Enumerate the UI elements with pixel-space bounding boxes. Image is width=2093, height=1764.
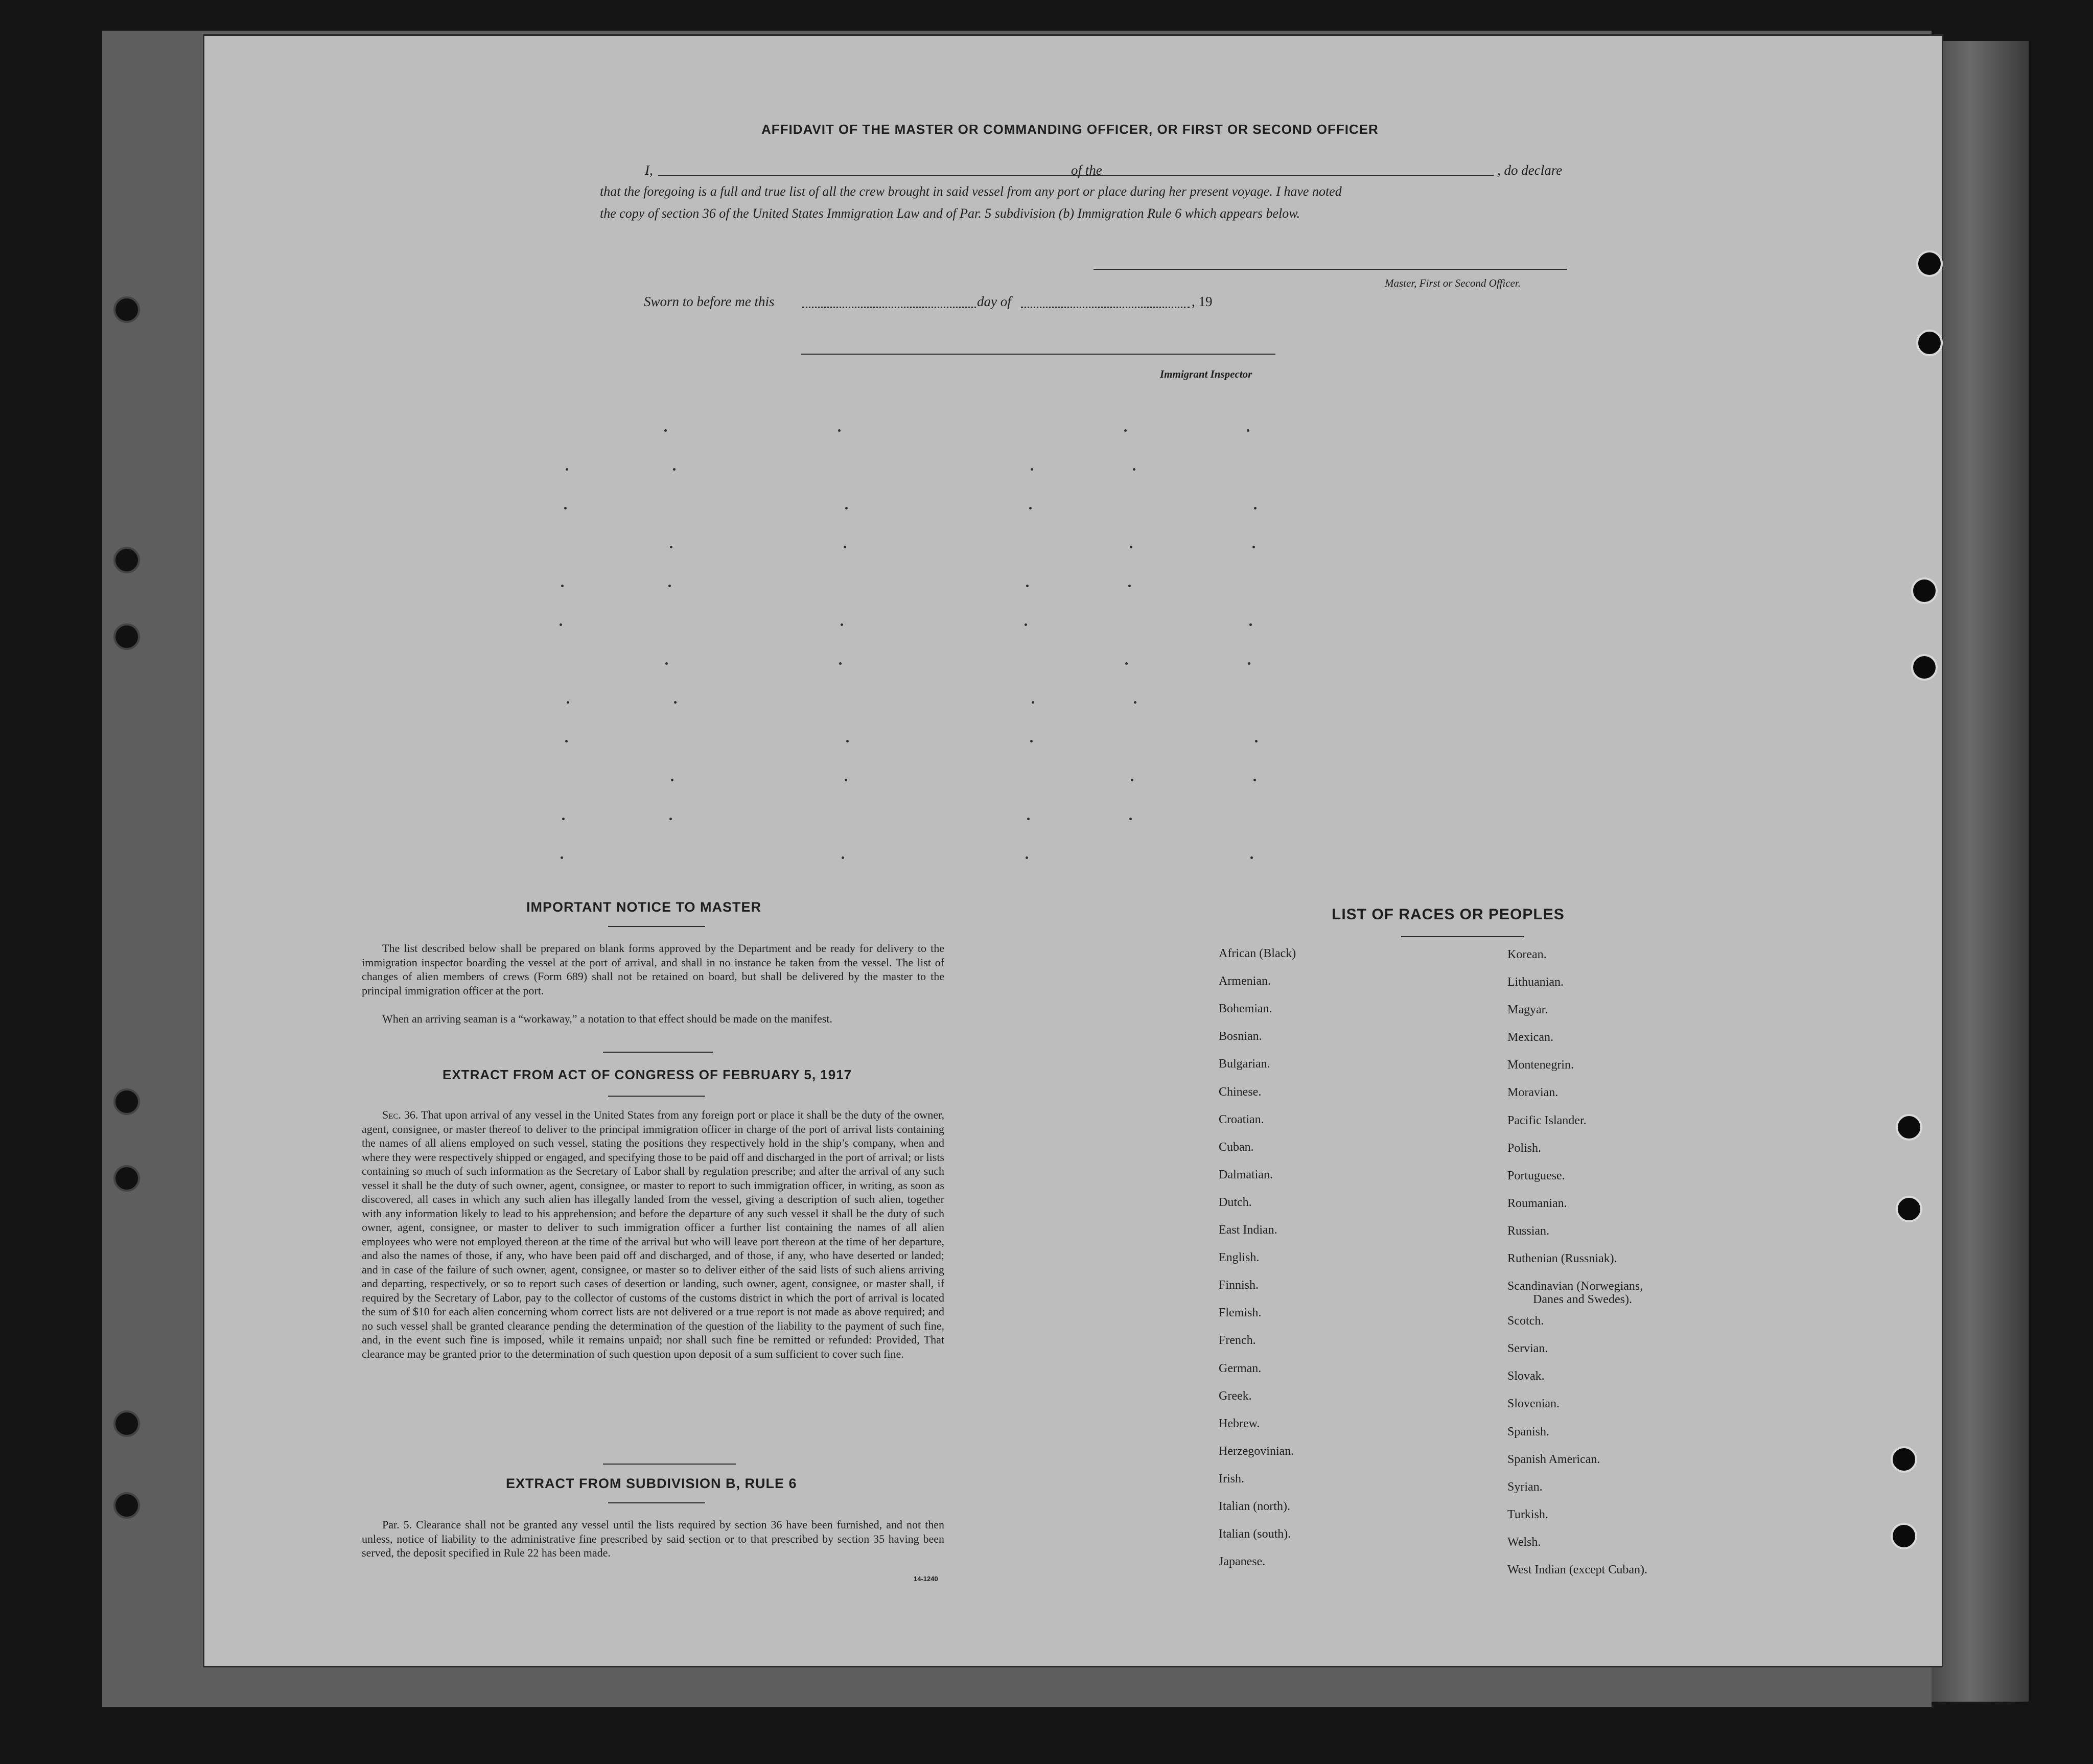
print-dot	[1253, 779, 1256, 781]
print-dot	[1128, 585, 1131, 587]
print-dot	[566, 468, 568, 471]
race-item: Scandinavian (Norwegians,	[1507, 1280, 1643, 1293]
print-dot	[1029, 507, 1032, 509]
race-item: Croatian.	[1219, 1113, 1264, 1126]
race-item: French.	[1219, 1334, 1256, 1347]
notice-paragraph-1: The list described below shall be prepared on blank forms approved by the Department and be ready for delivery to the immigration inspector boarding the vessel at the port of arrival, and shall in no instance be taken from the vessel. The list of changes of alien members of crews (Form 689) shall not be retained on board, but shall be delivered by the master to the principal immigration officer at the port.	[362, 942, 944, 997]
race-item: Cuban.	[1219, 1141, 1254, 1154]
race-item: Polish.	[1507, 1142, 1542, 1155]
print-dot	[1255, 740, 1258, 742]
print-dot	[671, 779, 673, 781]
print-dot	[1124, 429, 1127, 432]
races-title-rule	[1401, 936, 1524, 937]
binding-hole	[1891, 1446, 1917, 1473]
print-dot	[670, 546, 672, 548]
print-dot	[1247, 429, 1249, 432]
race-item: Finnish.	[1219, 1279, 1259, 1292]
form-page	[204, 36, 1942, 1666]
race-item: Moravian.	[1507, 1086, 1559, 1099]
race-item: Servian.	[1507, 1342, 1548, 1355]
print-dot	[1252, 546, 1255, 548]
notice-title: IMPORTANT NOTICE TO MASTER	[526, 899, 761, 915]
section-label: Sec. 36.	[382, 1108, 418, 1121]
notice-paragraph-2: When an arriving seaman is a “workaway,” a notation to that effect should be made on the manifest.	[382, 1012, 832, 1025]
race-item: Danes and Swedes).	[1533, 1293, 1632, 1306]
print-dot	[674, 701, 677, 704]
print-dot	[1250, 856, 1253, 859]
race-item: Italian (north).	[1219, 1500, 1290, 1513]
print-dot	[1026, 585, 1029, 587]
sworn-month-field[interactable]	[1021, 307, 1190, 308]
congress-extract-title: EXTRACT FROM ACT OF CONGRESS OF FEBRUARY 5, 1917	[443, 1067, 852, 1082]
print-dot	[1026, 856, 1028, 859]
print-dot	[560, 623, 562, 626]
race-item: Chinese.	[1219, 1085, 1262, 1099]
race-item: Syrian.	[1507, 1480, 1543, 1494]
race-item: East Indian.	[1219, 1223, 1277, 1237]
race-item: Turkish.	[1507, 1508, 1548, 1521]
affidavit-line-3: the copy of section 36 of the United States Immigration Law and of Par. 5 subdivision (b) Immigration Rule 6 which appears below.	[600, 206, 1300, 221]
binding-hole	[113, 296, 140, 323]
form-number: 14-1240	[914, 1575, 938, 1583]
affidavit-declare-label: , do declare	[1497, 163, 1563, 178]
race-item: Japanese.	[1219, 1555, 1266, 1568]
print-dot	[1248, 662, 1250, 665]
race-item: Bosnian.	[1219, 1030, 1262, 1043]
race-item: Lithuanian.	[1507, 976, 1564, 989]
year-label: , 19	[1192, 294, 1213, 309]
affidavit-of-the-label: of the	[1071, 163, 1102, 178]
print-dot	[845, 779, 847, 781]
print-dot	[1129, 818, 1132, 820]
print-dot	[665, 662, 668, 665]
print-dot	[669, 818, 672, 820]
binding-hole	[1891, 1523, 1917, 1549]
print-dot	[841, 623, 843, 626]
print-dot	[844, 546, 846, 548]
race-item: Korean.	[1507, 948, 1547, 961]
race-item: Ruthenian (Russniak).	[1507, 1252, 1617, 1265]
affidavit-i-label: I,	[645, 163, 653, 178]
binding-hole	[1916, 330, 1943, 356]
race-item: Dutch.	[1219, 1196, 1252, 1209]
race-item: Slovak.	[1507, 1370, 1545, 1383]
race-item: West Indian (except Cuban).	[1507, 1563, 1647, 1576]
binding-hole	[1911, 577, 1938, 604]
binding-hole	[1911, 654, 1938, 681]
race-item: Montenegrin.	[1507, 1058, 1574, 1072]
print-dot	[565, 740, 568, 742]
print-dot	[1125, 662, 1128, 665]
race-item: African (Black)	[1219, 947, 1296, 960]
race-item: Mexican.	[1507, 1031, 1553, 1044]
binding-hole	[1896, 1114, 1922, 1141]
race-item: Irish.	[1219, 1472, 1244, 1486]
print-dot	[664, 429, 667, 432]
print-dot	[561, 856, 563, 859]
print-dot	[1134, 701, 1136, 704]
race-item: English.	[1219, 1251, 1260, 1264]
print-dot	[564, 507, 567, 509]
master-signature-label: Master, First or Second Officer.	[1385, 277, 1521, 289]
page-edge-strip	[1932, 41, 2029, 1702]
race-item: Dalmatian.	[1219, 1168, 1273, 1181]
race-item: Spanish American.	[1507, 1453, 1600, 1466]
binding-hole	[113, 623, 140, 650]
print-dot	[1025, 623, 1027, 626]
print-dot	[561, 585, 564, 587]
race-item: German.	[1219, 1362, 1262, 1375]
print-dot	[668, 585, 671, 587]
sworn-day-field[interactable]	[802, 307, 976, 308]
notice-rule	[608, 926, 705, 927]
notice-end-rule	[603, 1052, 713, 1053]
binding-hole	[113, 1165, 140, 1192]
race-item: Armenian.	[1219, 974, 1271, 988]
binding-hole	[1896, 1196, 1922, 1222]
binding-hole	[113, 1492, 140, 1519]
print-dot	[567, 701, 569, 704]
congress-title-rule	[608, 1096, 705, 1097]
print-dot	[842, 856, 844, 859]
congress-end-rule	[603, 1464, 736, 1465]
affidavit-title: AFFIDAVIT OF THE MASTER OR COMMANDING OFFICER, OR FIRST OR SECOND OFFICER	[761, 122, 1379, 137]
races-title: LIST OF RACES OR PEOPLES	[1332, 906, 1565, 923]
vessel-name-field[interactable]	[1108, 175, 1494, 176]
race-item: Russian.	[1507, 1224, 1550, 1238]
race-item: Magyar.	[1507, 1003, 1548, 1016]
race-item: Greek.	[1219, 1389, 1252, 1403]
print-dot	[1030, 740, 1033, 742]
print-dot	[839, 662, 842, 665]
print-dot	[1130, 546, 1132, 548]
print-dot	[1027, 818, 1030, 820]
race-item: Herzegovinian.	[1219, 1445, 1294, 1458]
print-dot	[562, 818, 565, 820]
binding-hole	[1916, 250, 1943, 277]
print-dot	[838, 429, 841, 432]
print-dot	[1131, 779, 1133, 781]
master-signature-field[interactable]	[1094, 269, 1567, 270]
day-of-label: day of	[977, 294, 1011, 309]
print-dot	[1032, 701, 1034, 704]
print-dot	[1249, 623, 1252, 626]
race-item: Portuguese.	[1507, 1169, 1565, 1182]
race-item: Flemish.	[1219, 1306, 1262, 1319]
binding-hole	[113, 547, 140, 573]
race-item: Bulgarian.	[1219, 1057, 1270, 1071]
inspector-signature-field[interactable]	[801, 354, 1275, 355]
race-item: Scotch.	[1507, 1314, 1544, 1328]
inspector-label: Immigrant Inspector	[1160, 368, 1252, 380]
binding-hole	[113, 1088, 140, 1115]
race-item: Welsh.	[1507, 1536, 1541, 1549]
rule-6-text: Par. 5. Clearance shall not be granted any vessel until the lists required by section 36 have been furnished, and not then unless, notice of liability to the administrative fine prescribed by said section or to that prescribed by section 35 having been served, the deposit specified in Rule 22 has been made.	[362, 1518, 944, 1559]
race-item: Slovenian.	[1507, 1397, 1560, 1410]
race-item: Bohemian.	[1219, 1002, 1272, 1015]
sworn-label: Sworn to before me this	[644, 294, 775, 309]
print-dot	[1254, 507, 1257, 509]
section-36-text	[362, 1108, 944, 1361]
race-item: Pacific Islander.	[1507, 1114, 1587, 1127]
rule-title-rule	[608, 1502, 705, 1503]
section-body: That upon arrival of any vessel in the United States from any foreign port or place it shall be the duty of the owner, agent, consignee, or master thereof to deliver to the principal immigration officer in charge of the port of arrival lists containing the names of all aliens employed on such vessel, stating the positions they respectively hold in the ship’s company, when and where they were respectively shipped or engaged, and specifying those to be paid off and discharged in the port of arrival; or lists containing so much of such information as the Secretary of Labor shall by regulation prescribe; and after the arrival of any such vessel it shall be the duty of such owner, agent, consignee, or master to report to such immigration officer, in writing, as soon as discovered, all cases in which any such alien has illegally landed from the vessel, giving a description of such alien, together with any information likely to lead to his apprehension; and before the departure of any such vessel it shall be the duty of such owner, agent, consignee, or master to deliver to such immigration officer a further list containing the names of all alien employees who were not employed thereon at the time of the arrival but who will leave port thereon at the time of her departure, and also the names of those, if any, who have been paid off and discharged, and of those, if any, who have deserted or landed; and in case of the failure of such owner, agent, consignee, or master so to deliver either of the said lists of such aliens arriving and departing, respectively, or so to report such cases of desertion or landing, such owner, agent, consignee, or master shall, if required by the Secretary of Labor, pay to the collector of customs of the customs district in which the port of arrival is located the sum of $10 for each alien concerning whom correct lists are not delivered or a true report is not made as above required; and no such vessel shall be granted clearance pending the determination of the question of the liability to the payment of such fine, and, in the event such fine is imposed, while it remains unpaid; nor shall such fine be remitted or refunded: Provided, That clearance may be granted prior to the determination of such question upon deposit of a sum sufficient to cover such fine.	[362, 1108, 944, 1360]
race-item: Hebrew.	[1219, 1417, 1260, 1430]
race-item: Italian (south).	[1219, 1527, 1291, 1541]
print-dot	[1031, 468, 1033, 471]
race-item: Spanish.	[1507, 1425, 1550, 1438]
print-dot	[1133, 468, 1135, 471]
print-dot	[846, 740, 849, 742]
print-dot	[845, 507, 848, 509]
affidavit-line-2: that the foregoing is a full and true list of all the crew brought in said vessel from any port or place during her present voyage. I have noted	[600, 184, 1342, 199]
race-item: Roumanian.	[1507, 1197, 1567, 1210]
print-dot	[673, 468, 676, 471]
rule-extract-title: EXTRACT FROM SUBDIVISION B, RULE 6	[506, 1476, 797, 1491]
binding-hole	[113, 1410, 140, 1437]
